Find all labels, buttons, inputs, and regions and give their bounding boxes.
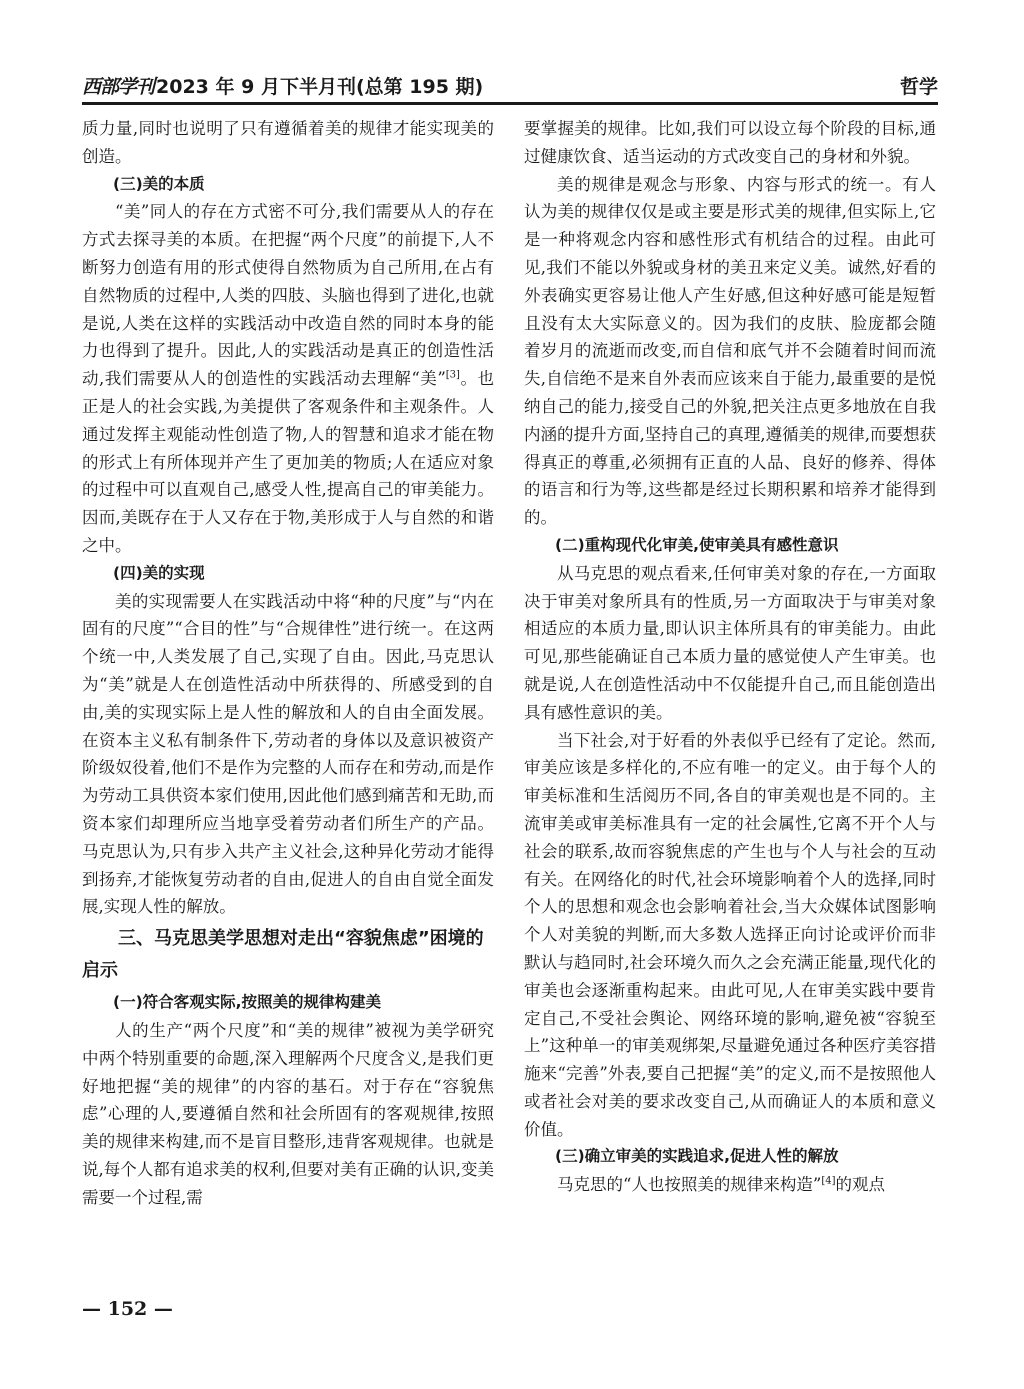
- paragraph: 美的实现需要人在实践活动中将“种的尺度”与“内在固有的尺度”“合目的性”与“合规律性”进行统一。在这两个统一中,人类发展了自己,实现了自由。因此,马克思认为“美”就是人在创造性活动中所获得的、所感受到的自由,美的实现实际上是人性的解放和人的自由全面发展。在资本主义私有制条件下,劳动者的身体以及意识被资产阶级奴役着,他们不是作为完整的人而存在和劳动,而是作为劳动工具供资本家们使用,因此他们感到痛苦和无助,而资本家们却理所应当地享受着劳动者们所生产的产品。马克思认为,只有步入共产主义社会,这种异化劳动才能得到扬弃,才能恢复劳动者的自由,促进人的自由自觉全面发展,实现人性的解放。: [82, 591, 494, 917]
- paragraph: [524, 1171, 936, 1199]
- citation: [3]: [445, 369, 460, 381]
- running-header: [82, 70, 938, 98]
- paragraph: [82, 198, 494, 559]
- header-rule: [82, 102, 938, 105]
- left-column: [82, 115, 494, 1310]
- paragraph: 质力量,同时也说明了只有遵循着美的规律才能实现美的创造。: [82, 119, 494, 166]
- journal-logo: 西部学刊: [82, 76, 155, 98]
- section-name: 哲学: [899, 76, 938, 98]
- paragraph-text: 。也正是人的社会实践,为美提供了客观条件和主观条件。人通过发挥主观能动性创造了物,人的智慧和追求才能在物的形式上有所体现并产生了更加美的物质;人在适应对象的过程中可以直观自己,感受人性,提高自己的审美能力。因而,美既存在于人又存在于物,美形成于人与自然的和谐之中。: [82, 369, 494, 555]
- issue-info: 2023 年 9 月下半月刊(总第 195 期): [156, 76, 484, 98]
- subheading: (一)符合客观实际,按照美的规律构建美: [113, 993, 382, 1012]
- page-number: — 152 —: [82, 1298, 173, 1320]
- section-heading: 三、马克思美学思想对走出“容貌焦虑”困境的启示: [82, 928, 484, 982]
- subheading: (四)美的实现: [113, 563, 205, 582]
- paragraph: 从马克思的观点看来,任何审美对象的存在,一方面取决于审美对象所具有的性质,另一方面取决于与审美对象相适应的本质力量,即认识主体所具有的审美能力。由此可见,那些能确证自己本质力量的感觉使人产生审美。也就是说,人在创造性活动中不仅能提升自己,而且能创造出具有感性意识的美。: [524, 563, 936, 722]
- subheading: (三)确立审美的实践追求,促进人性的解放: [555, 1147, 839, 1166]
- subheading: (二)重构现代化审美,使审美具有感性意识: [555, 535, 839, 554]
- paragraph-text: 马克思的“人也按照美的规律来构造”: [557, 1175, 822, 1195]
- paragraph: 当下社会,对于好看的外表似乎已经有了定论。然而,审美应该是多样化的,不应有唯一的定义。由于每个人的审美标准和生活阅历不同,各自的审美观也是不同的。主流审美或审美标准具有一定的社会属性,它离不开个人与社会的联系,故而容貌焦虑的产生也与个人与社会的互动有关。在网络化的时代,社会环境影响着个人的选择,同时个人的思想和观念也会影响着社会,当大众媒体试图影响个人对美貌的判断,而大多数人选择正向讨论或评价而非默认与趋同时,社会环境久而久之会充满正能量,现代化的审美也会逐渐重构起来。由此可见,人在审美实践中要肯定自己,不受社会舆论、网络环境的影响,避免被“容貌至上”这种单一的审美观绑架,尽量避免通过各种医疗美容措施来“完善”外表,要自己把握“美”的定义,而不是按照他人或者社会对美的要求改变自己,从而确证人的本质和意义价值。: [524, 730, 936, 1139]
- citation: [4]: [821, 1175, 836, 1187]
- paragraph-text: 的观点: [835, 1175, 886, 1195]
- paragraph: 人的生产“两个尺度”和“美的规律”被视为美学研究中两个特别重要的命题,深入理解两个尺度含义,是我们更好地把握“美的规律”的内容的基石。对于存在“容貌焦虑”心理的人,要遵循自然和社会所固有的客观规律,按照美的规律来构建,而不是盲目整形,违背客观规律。也就是说,每个人都有追求美的权利,但要对美有正确的认识,变美需要一个过程,需: [82, 1020, 494, 1207]
- journal-title: [82, 72, 483, 99]
- paragraph: 美的规律是观念与形象、内容与形式的统一。有人认为美的规律仅仅是或主要是形式美的规律,但实际上,它是一种将观念内容和感性形式有机结合的过程。由此可见,我们不能以外貌或身材的美丑来定义美。诚然,好看的外表确实更容易让他人产生好感,但这种好感可能是短暂且没有太大实际意义的。因为我们的皮肤、脸庞都会随着岁月的流逝而改变,而自信和底气并不会随着时间而流失,自信绝不是来自外表而应该来自于能力,最重要的是悦纳自己的能力,接受自己的外貌,把关注点更多地放在自我内涵的提升方面,坚持自己的真理,遵循美的规律,而要想获得真正的尊重,必须拥有正直的人品、良好的修养、得体的语言和行为等,这些都是经过长期积累和培养才能得到的。: [524, 174, 936, 528]
- subheading: (三)美的本质: [113, 174, 205, 193]
- paragraph: 要掌握美的规律。比如,我们可以设立每个阶段的目标,通过健康饮食、适当运动的方式改变自己的身材和外貌。: [524, 119, 936, 166]
- right-column: [524, 115, 936, 1310]
- paragraph-text: “美”同人的存在方式密不可分,我们需要从人的存在方式去探寻美的本质。在把握“两个尺度”的前提下,人不断努力创造有用的形式使得自然物质为自己所用,在占有自然物质的过程中,人类的四肢、头脑也得到了进化,也就是说,人类在这样的实践活动中改造自然的同时本身的能力也得到了提升。因此,人的实践活动是真正的创造性活动,我们需要从人的创造性的实践活动去理解“美”: [82, 202, 494, 389]
